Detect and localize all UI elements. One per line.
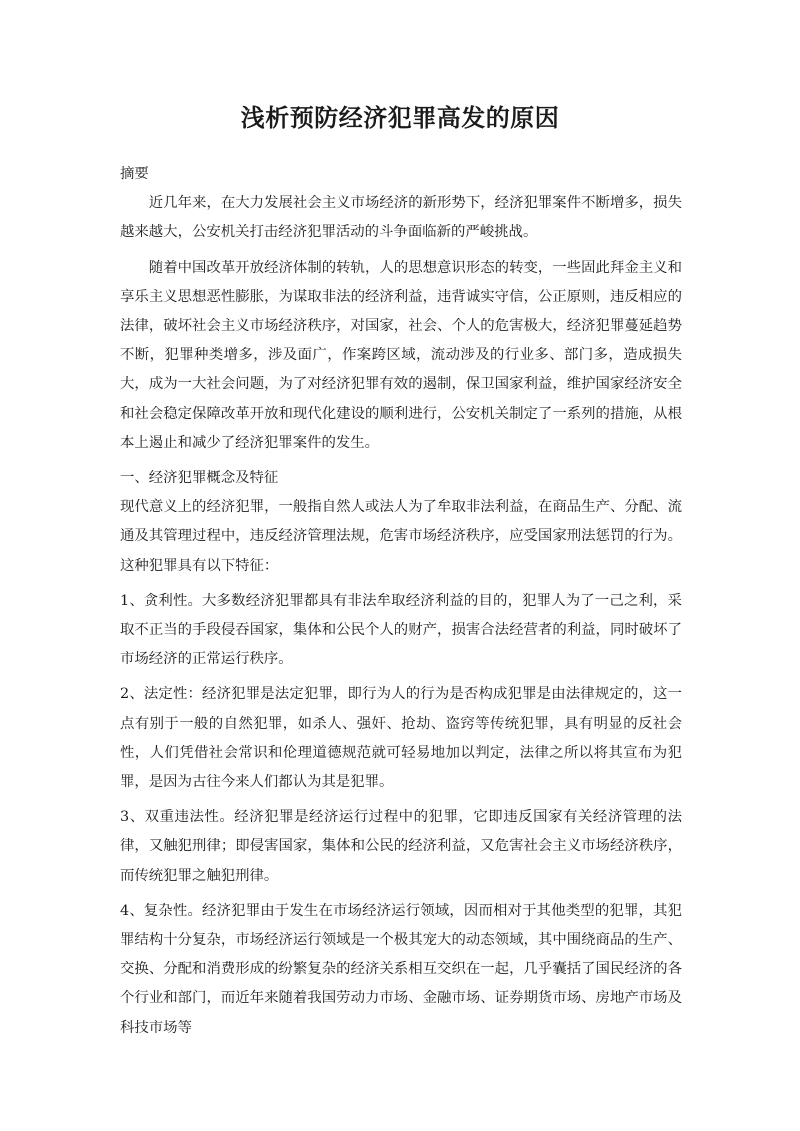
abstract-label: 摘要 [120, 166, 149, 182]
document-title: 浅析预防经济犯罪高发的原因 [240, 103, 560, 132]
feature-item: 2、法定性：经济犯罪是法定犯罪，即行为人的行为是否构成犯罪是由法律规定的，这一点有别于一般的自然犯罪，如杀人、强奸、抢劫、盗窍等传统犯罪，具有明显的反社会性，人们凭借社会常识和伦理道德规范就可轻易地加以判定，法律之所以将其宣布为犯罪，是因为古往今来人们都认为其是犯罪。 [120, 686, 682, 791]
abstract-paragraph: 近几年来，在大力发展社会主义市场经济的新形势下，经济犯罪案件不断增多，损失越来越大，公安机关打击经济犯罪活动的斗争面临新的严峻挑战。 [120, 195, 682, 241]
section-intro: 现代意义上的经济犯罪，一般指自然人或法人为了牟取非法利益，在商品生产、分配、流通及其管理过程中，违反经济管理法规，危害市场经济秩序，应受国家刑法惩罚的行为。这种犯罪具有以下特征： [120, 499, 682, 574]
document-body [120, 160, 682, 1049]
feature-item: 1、贪利性。大多数经济犯罪都具有非法牟取经济利益的目的，犯罪人为了一己之利，采取不正当的手段侵吞国家，集体和公民个人的财产，损害合法经营者的利益，同时破坏了市场经济的正常运行秩序。 [120, 592, 682, 668]
feature-item: 3、双重违法性。经济犯罪是经济运行过程中的犯罪，它即违反国家有关经济管理的法律，又触犯刑律；即侵害国家，集体和公民的经济利益，又危害社会主义市场经济秩序，而传统犯罪之触犯刑律。 [120, 809, 682, 884]
feature-item: 4、复杂性。经济犯罪由于发生在市场经济运行领域，因而相对于其他类型的犯罪，其犯罪结构十分复杂，市场经济运行领域是一个极其宠大的动态领域，其中围绕商品的生产、交换、分配和消费形成的纷繁复杂的经济关系相互交织在一起，几乎囊括了国民经济的各个行业和部门，而近年来随着我国劳动力市场、金融市场、证券期货市场、房地产市场及科技市场等 [120, 902, 682, 1036]
section-heading: 一、经济犯罪概念及特征 [120, 470, 279, 487]
abstract-paragraph: 随着中国改革开放经济体制的转轨，人的思想意识形态的转变，一些固此拜金主义和享乐主义思想恶性膨胀，为谋取非法的经济利益，违背诚实守信，公正原则，违反相应的法律，破坏社会主义市场经济秩序，对国家，社会、个人的危害极大，经济犯罪蔓延趋势不断，犯罪种类增多，涉及面广，作案跨区域，流动涉及的行业多、部门多，造成损失大，成为一大社会问题，为了对经济犯罪有效的遏制，保卫国家利益，维护国家经济安全和社会稳定保障改革开放和现代化建设的顺利进行，公安机关制定了一系列的措施，从根本上遏止和减少了经济犯罪案件的发生。 [120, 259, 682, 451]
